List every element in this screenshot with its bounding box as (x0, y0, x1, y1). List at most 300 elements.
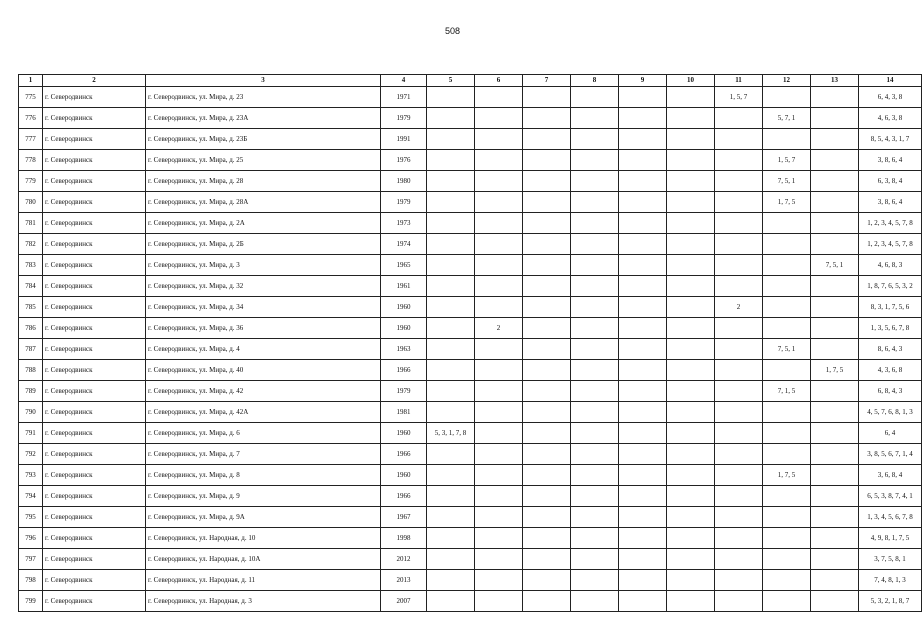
table-cell-col-11 (715, 129, 763, 150)
table-cell-col-7 (523, 297, 571, 318)
table-cell-col-3: г. Северодвинск, ул. Мира, д. 3 (146, 255, 381, 276)
table-cell-col-4: 1980 (381, 171, 427, 192)
table-cell-col-11 (715, 381, 763, 402)
table-cell-col-12 (763, 255, 811, 276)
table-cell-col-14: 6, 3, 8, 4 (859, 171, 922, 192)
table-row (19, 549, 922, 570)
table-cell-col-7 (523, 150, 571, 171)
table-row (19, 192, 922, 213)
table-cell-col-7 (523, 276, 571, 297)
table-cell-col-8 (571, 276, 619, 297)
table-cell-col-4: 1976 (381, 150, 427, 171)
table-cell-col-7 (523, 423, 571, 444)
table-cell-col-14: 1, 2, 3, 4, 5, 7, 8 (859, 234, 922, 255)
table-cell-col-5 (427, 591, 475, 612)
table-cell-col-12 (763, 129, 811, 150)
table-cell-col-8 (571, 108, 619, 129)
table-cell-col-11 (715, 213, 763, 234)
table-cell-col-7 (523, 339, 571, 360)
table-cell-col-3: г. Северодвинск, ул. Мира, д. 2Б (146, 234, 381, 255)
table-cell-col-9 (619, 339, 667, 360)
table-cell-col-5 (427, 213, 475, 234)
table-cell-col-12 (763, 591, 811, 612)
table-cell-col-9 (619, 360, 667, 381)
table-cell-col-3: г. Северодвинск, ул. Мира, д. 36 (146, 318, 381, 339)
table-cell-col-3: г. Северодвинск, ул. Народная, д. 3 (146, 591, 381, 612)
table-cell-col-13 (811, 591, 859, 612)
table-cell-col-1: 783 (19, 255, 43, 276)
table-cell-col-3: г. Северодвинск, ул. Мира, д. 23 (146, 87, 381, 108)
table-cell-col-3: г. Северодвинск, ул. Народная, д. 11 (146, 570, 381, 591)
table-cell-col-4: 1991 (381, 129, 427, 150)
table-cell-col-3: г. Северодвинск, ул. Мира, д. 34 (146, 297, 381, 318)
table-cell-col-7 (523, 402, 571, 423)
table-cell-col-5 (427, 192, 475, 213)
table-cell-col-11 (715, 318, 763, 339)
column-header-6: 6 (475, 75, 523, 87)
table-cell-col-11 (715, 360, 763, 381)
table-cell-col-6 (475, 570, 523, 591)
table-cell-col-1: 779 (19, 171, 43, 192)
table-cell-col-1: 797 (19, 549, 43, 570)
table-cell-col-11 (715, 255, 763, 276)
table-cell-col-1: 782 (19, 234, 43, 255)
table-cell-col-10 (667, 570, 715, 591)
table-cell-col-7 (523, 591, 571, 612)
table-cell-col-11 (715, 234, 763, 255)
table-cell-col-4: 1981 (381, 402, 427, 423)
table-cell-col-2: г. Северодвинск (43, 276, 146, 297)
table-cell-col-6 (475, 465, 523, 486)
table-cell-col-9 (619, 129, 667, 150)
table-cell-col-4: 1971 (381, 87, 427, 108)
table-cell-col-12 (763, 486, 811, 507)
table-cell-col-2: г. Северодвинск (43, 213, 146, 234)
table-cell-col-11 (715, 171, 763, 192)
table-cell-col-5: 5, 3, 1, 7, 8 (427, 423, 475, 444)
table-cell-col-12 (763, 402, 811, 423)
table-cell-col-12: 5, 7, 1 (763, 108, 811, 129)
table-row (19, 234, 922, 255)
table-cell-col-10 (667, 423, 715, 444)
table-cell-col-4: 1960 (381, 297, 427, 318)
table-cell-col-9 (619, 318, 667, 339)
table-cell-col-7 (523, 570, 571, 591)
table-cell-col-2: г. Северодвинск (43, 234, 146, 255)
table-cell-col-7 (523, 108, 571, 129)
table-cell-col-10 (667, 402, 715, 423)
table-cell-col-8 (571, 549, 619, 570)
table-cell-col-10 (667, 150, 715, 171)
table-cell-col-9 (619, 255, 667, 276)
table-cell-col-10 (667, 87, 715, 108)
table-cell-col-14: 3, 7, 5, 8, 1 (859, 549, 922, 570)
table-cell-col-13 (811, 381, 859, 402)
table-row (19, 297, 922, 318)
table-cell-col-7 (523, 549, 571, 570)
table-cell-col-1: 776 (19, 108, 43, 129)
table-cell-col-4: 1973 (381, 213, 427, 234)
table-cell-col-9 (619, 591, 667, 612)
table-cell-col-2: г. Северодвинск (43, 360, 146, 381)
table-cell-col-9 (619, 402, 667, 423)
table-row (19, 360, 922, 381)
table-cell-col-7 (523, 87, 571, 108)
table-cell-col-14: 5, 3, 2, 1, 8, 7 (859, 591, 922, 612)
table-cell-col-14: 8, 3, 1, 7, 5, 6 (859, 297, 922, 318)
table-cell-col-13 (811, 444, 859, 465)
table-cell-col-1: 792 (19, 444, 43, 465)
table-cell-col-13 (811, 234, 859, 255)
table-row (19, 339, 922, 360)
column-header-4: 4 (381, 75, 427, 87)
column-header-13: 13 (811, 75, 859, 87)
table-cell-col-10 (667, 444, 715, 465)
table-cell-col-9 (619, 381, 667, 402)
table-cell-col-2: г. Северодвинск (43, 465, 146, 486)
table-cell-col-11: 1, 5, 7 (715, 87, 763, 108)
table-cell-col-13 (811, 297, 859, 318)
table-cell-col-4: 2013 (381, 570, 427, 591)
table-cell-col-11 (715, 528, 763, 549)
table-cell-col-4: 1998 (381, 528, 427, 549)
table-cell-col-7 (523, 486, 571, 507)
table-cell-col-6: 2 (475, 318, 523, 339)
table-cell-col-2: г. Северодвинск (43, 444, 146, 465)
table-cell-col-1: 778 (19, 150, 43, 171)
table-cell-col-14: 4, 6, 8, 3 (859, 255, 922, 276)
table-cell-col-6 (475, 108, 523, 129)
table-cell-col-1: 789 (19, 381, 43, 402)
table-cell-col-9 (619, 150, 667, 171)
data-table (18, 74, 922, 612)
table-row (19, 528, 922, 549)
table-cell-col-11 (715, 486, 763, 507)
table-cell-col-6 (475, 402, 523, 423)
table-cell-col-3: г. Северодвинск, ул. Мира, д. 6 (146, 423, 381, 444)
table-cell-col-3: г. Северодвинск, ул. Народная, д. 10 (146, 528, 381, 549)
table-cell-col-2: г. Северодвинск (43, 108, 146, 129)
table-cell-col-6 (475, 213, 523, 234)
table-row (19, 381, 922, 402)
table-cell-col-3: г. Северодвинск, ул. Мира, д. 9 (146, 486, 381, 507)
table-cell-col-3: г. Северодвинск, ул. Мира, д. 23А (146, 108, 381, 129)
table-cell-col-13 (811, 507, 859, 528)
table-cell-col-14: 8, 5, 4, 3, 1, 7 (859, 129, 922, 150)
table-cell-col-9 (619, 297, 667, 318)
table-cell-col-8 (571, 171, 619, 192)
table-cell-col-1: 780 (19, 192, 43, 213)
table-cell-col-9 (619, 87, 667, 108)
table-cell-col-7 (523, 528, 571, 549)
table-cell-col-9 (619, 528, 667, 549)
table-cell-col-14: 1, 3, 5, 6, 7, 8 (859, 318, 922, 339)
table-cell-col-8 (571, 423, 619, 444)
table-cell-col-13 (811, 549, 859, 570)
table-cell-col-1: 799 (19, 591, 43, 612)
table-cell-col-5 (427, 402, 475, 423)
table-cell-col-14: 4, 6, 3, 8 (859, 108, 922, 129)
table-cell-col-14: 4, 9, 8, 1, 7, 5 (859, 528, 922, 549)
table-cell-col-8 (571, 192, 619, 213)
table-row (19, 591, 922, 612)
table-cell-col-3: г. Северодвинск, ул. Мира, д. 28А (146, 192, 381, 213)
table-cell-col-6 (475, 192, 523, 213)
table-cell-col-8 (571, 213, 619, 234)
table-cell-col-11: 2 (715, 297, 763, 318)
table-cell-col-6 (475, 381, 523, 402)
table-cell-col-14: 4, 3, 6, 8 (859, 360, 922, 381)
table-cell-col-1: 784 (19, 276, 43, 297)
table-cell-col-12 (763, 297, 811, 318)
table-cell-col-5 (427, 171, 475, 192)
table-cell-col-5 (427, 528, 475, 549)
table-cell-col-2: г. Северодвинск (43, 318, 146, 339)
table-cell-col-2: г. Северодвинск (43, 192, 146, 213)
table-cell-col-6 (475, 549, 523, 570)
column-header-7: 7 (523, 75, 571, 87)
table-cell-col-6 (475, 87, 523, 108)
table-cell-col-13 (811, 486, 859, 507)
table-cell-col-5 (427, 549, 475, 570)
table-cell-col-2: г. Северодвинск (43, 486, 146, 507)
table-cell-col-9 (619, 276, 667, 297)
table-row (19, 129, 922, 150)
table-cell-col-11 (715, 276, 763, 297)
table-cell-col-8 (571, 150, 619, 171)
table-cell-col-6 (475, 486, 523, 507)
table-cell-col-13 (811, 108, 859, 129)
table-cell-col-2: г. Северодвинск (43, 150, 146, 171)
column-header-11: 11 (715, 75, 763, 87)
table-cell-col-1: 786 (19, 318, 43, 339)
table-cell-col-7 (523, 255, 571, 276)
table-cell-col-6 (475, 528, 523, 549)
column-header-3: 3 (146, 75, 381, 87)
table-row (19, 318, 922, 339)
table-cell-col-4: 1974 (381, 234, 427, 255)
table-cell-col-5 (427, 297, 475, 318)
table-cell-col-3: г. Северодвинск, ул. Мира, д. 40 (146, 360, 381, 381)
table-row (19, 213, 922, 234)
table-cell-col-11 (715, 150, 763, 171)
table-cell-col-14: 6, 4 (859, 423, 922, 444)
table-cell-col-8 (571, 318, 619, 339)
table-cell-col-12 (763, 570, 811, 591)
table-cell-col-10 (667, 528, 715, 549)
table-cell-col-5 (427, 339, 475, 360)
table-cell-col-11 (715, 444, 763, 465)
table-cell-col-5 (427, 108, 475, 129)
table-cell-col-6 (475, 339, 523, 360)
table-cell-col-1: 777 (19, 129, 43, 150)
table-cell-col-10 (667, 486, 715, 507)
table-row (19, 150, 922, 171)
table-cell-col-13 (811, 528, 859, 549)
table-cell-col-12 (763, 318, 811, 339)
table-cell-col-9 (619, 549, 667, 570)
table-row (19, 570, 922, 591)
table-cell-col-5 (427, 486, 475, 507)
table-cell-col-12 (763, 423, 811, 444)
table-cell-col-12 (763, 234, 811, 255)
table-cell-col-9 (619, 570, 667, 591)
table-cell-col-3: г. Северодвинск, ул. Мира, д. 42А (146, 402, 381, 423)
table-cell-col-13 (811, 465, 859, 486)
table-cell-col-4: 1966 (381, 360, 427, 381)
table-cell-col-2: г. Северодвинск (43, 339, 146, 360)
table-cell-col-9 (619, 507, 667, 528)
column-header-5: 5 (427, 75, 475, 87)
table-cell-col-7 (523, 129, 571, 150)
table-cell-col-10 (667, 465, 715, 486)
table-cell-col-14: 7, 4, 8, 1, 3 (859, 570, 922, 591)
table-cell-col-6 (475, 255, 523, 276)
table-cell-col-8 (571, 87, 619, 108)
column-header-14: 14 (859, 75, 922, 87)
table-cell-col-1: 781 (19, 213, 43, 234)
table-cell-col-8 (571, 129, 619, 150)
table-cell-col-8 (571, 591, 619, 612)
table-cell-col-6 (475, 276, 523, 297)
table-cell-col-4: 1960 (381, 318, 427, 339)
table-cell-col-11 (715, 549, 763, 570)
table-cell-col-7 (523, 381, 571, 402)
table-cell-col-8 (571, 528, 619, 549)
table-cell-col-3: г. Северодвинск, ул. Мира, д. 9А (146, 507, 381, 528)
table-cell-col-9 (619, 108, 667, 129)
table-cell-col-12: 1, 7, 5 (763, 192, 811, 213)
table-cell-col-11 (715, 423, 763, 444)
table-cell-col-12 (763, 528, 811, 549)
table-header (19, 75, 922, 87)
table-cell-col-4: 1979 (381, 192, 427, 213)
table-cell-col-10 (667, 549, 715, 570)
table-cell-col-7 (523, 192, 571, 213)
table-cell-col-6 (475, 171, 523, 192)
table-cell-col-3: г. Северодвинск, ул. Народная, д. 10А (146, 549, 381, 570)
column-header-9: 9 (619, 75, 667, 87)
table-cell-col-3: г. Северодвинск, ул. Мира, д. 32 (146, 276, 381, 297)
table-row (19, 444, 922, 465)
table-cell-col-1: 788 (19, 360, 43, 381)
table-cell-col-10 (667, 318, 715, 339)
table-cell-col-4: 2012 (381, 549, 427, 570)
table-cell-col-4: 1965 (381, 255, 427, 276)
table-cell-col-5 (427, 465, 475, 486)
table-row (19, 171, 922, 192)
table-cell-col-6 (475, 234, 523, 255)
table-cell-col-8 (571, 297, 619, 318)
table-cell-col-10 (667, 129, 715, 150)
table-cell-col-3: г. Северодвинск, ул. Мира, д. 7 (146, 444, 381, 465)
table-cell-col-8 (571, 444, 619, 465)
table-row (19, 108, 922, 129)
table-cell-col-14: 6, 5, 3, 8, 7, 4, 1 (859, 486, 922, 507)
table-cell-col-3: г. Северодвинск, ул. Мира, д. 4 (146, 339, 381, 360)
table-cell-col-2: г. Северодвинск (43, 297, 146, 318)
table-cell-col-6 (475, 360, 523, 381)
table-cell-col-10 (667, 381, 715, 402)
table-cell-col-13 (811, 339, 859, 360)
table-cell-col-4: 2007 (381, 591, 427, 612)
table-cell-col-12: 1, 5, 7 (763, 150, 811, 171)
table-cell-col-8 (571, 486, 619, 507)
table-cell-col-11 (715, 507, 763, 528)
table-row (19, 465, 922, 486)
table-cell-col-14: 8, 6, 4, 3 (859, 339, 922, 360)
page-number: 508 (444, 26, 461, 36)
table-cell-col-10 (667, 213, 715, 234)
table-cell-col-3: г. Северодвинск, ул. Мира, д. 23Б (146, 129, 381, 150)
table-cell-col-9 (619, 423, 667, 444)
table-cell-col-12 (763, 507, 811, 528)
table-cell-col-9 (619, 234, 667, 255)
table-cell-col-13 (811, 213, 859, 234)
table-cell-col-11 (715, 192, 763, 213)
table-row (19, 255, 922, 276)
table-cell-col-10 (667, 108, 715, 129)
table-cell-col-5 (427, 129, 475, 150)
table-cell-col-13 (811, 423, 859, 444)
table-cell-col-10 (667, 234, 715, 255)
table-cell-col-14: 6, 4, 3, 8 (859, 87, 922, 108)
table-cell-col-12 (763, 276, 811, 297)
table-cell-col-13 (811, 276, 859, 297)
table-cell-col-1: 787 (19, 339, 43, 360)
table-cell-col-8 (571, 507, 619, 528)
table-cell-col-7 (523, 360, 571, 381)
table-cell-col-6 (475, 129, 523, 150)
table-cell-col-5 (427, 570, 475, 591)
table-cell-col-2: г. Северодвинск (43, 255, 146, 276)
table-cell-col-8 (571, 465, 619, 486)
table-cell-col-7 (523, 234, 571, 255)
table-cell-col-5 (427, 318, 475, 339)
table-cell-col-7 (523, 318, 571, 339)
table-cell-col-1: 790 (19, 402, 43, 423)
table-cell-col-14: 1, 3, 4, 5, 6, 7, 8 (859, 507, 922, 528)
table-cell-col-10 (667, 507, 715, 528)
table-cell-col-5 (427, 234, 475, 255)
table-cell-col-14: 1, 8, 7, 6, 5, 3, 2 (859, 276, 922, 297)
table-cell-col-10 (667, 255, 715, 276)
table-cell-col-9 (619, 171, 667, 192)
table-cell-col-13 (811, 402, 859, 423)
table-cell-col-4: 1979 (381, 381, 427, 402)
table-cell-col-13 (811, 318, 859, 339)
table-cell-col-11 (715, 570, 763, 591)
table-cell-col-9 (619, 486, 667, 507)
table-cell-col-7 (523, 507, 571, 528)
table-cell-col-5 (427, 276, 475, 297)
table-row (19, 423, 922, 444)
table-cell-col-10 (667, 297, 715, 318)
table-row (19, 276, 922, 297)
table-cell-col-10 (667, 339, 715, 360)
table-cell-col-2: г. Северодвинск (43, 528, 146, 549)
table-cell-col-12 (763, 549, 811, 570)
table-cell-col-9 (619, 192, 667, 213)
table-cell-col-3: г. Северодвинск, ул. Мира, д. 2А (146, 213, 381, 234)
table-cell-col-13: 7, 5, 1 (811, 255, 859, 276)
column-header-8: 8 (571, 75, 619, 87)
table-cell-col-8 (571, 255, 619, 276)
table-cell-col-1: 775 (19, 87, 43, 108)
table-cell-col-2: г. Северодвинск (43, 591, 146, 612)
table-cell-col-3: г. Северодвинск, ул. Мира, д. 25 (146, 150, 381, 171)
table-cell-col-3: г. Северодвинск, ул. Мира, д. 28 (146, 171, 381, 192)
